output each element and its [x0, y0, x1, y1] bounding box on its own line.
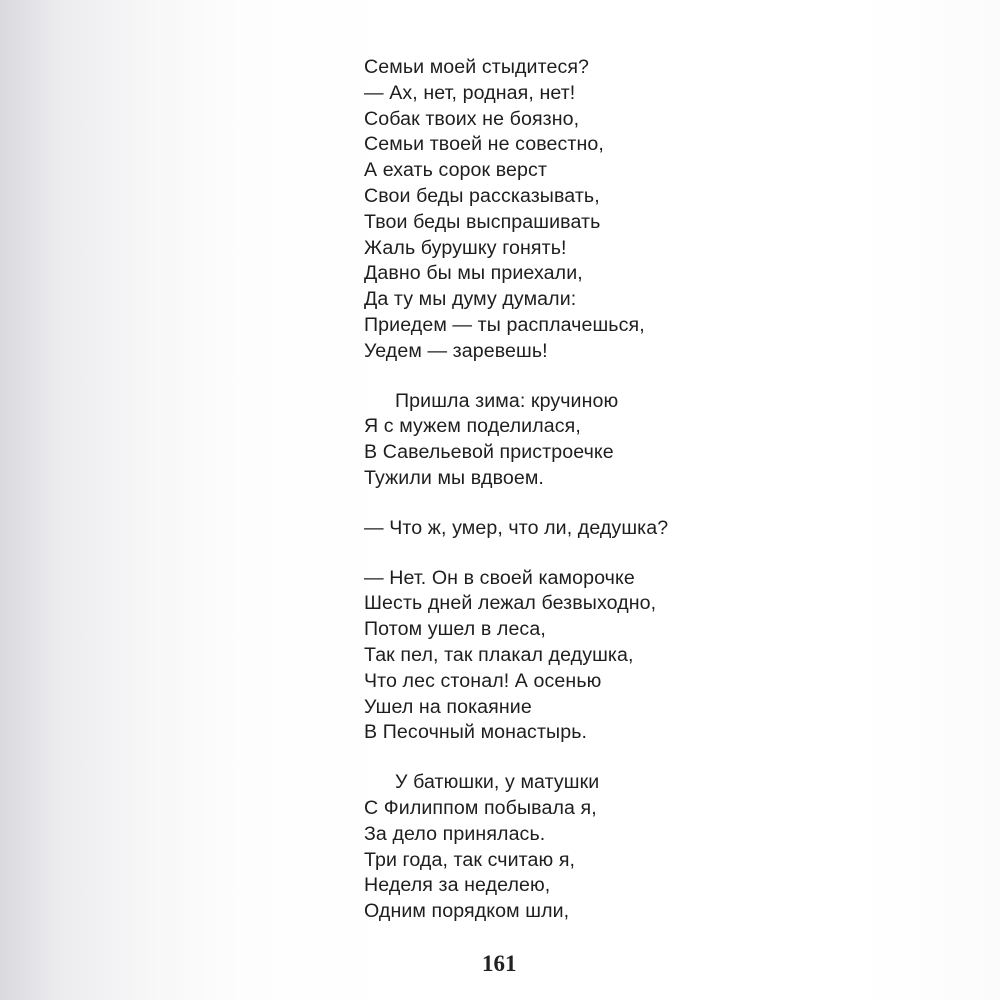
- poem-line: Что лес стонал! А осенью: [364, 669, 602, 692]
- poem-line: Жаль бурушку гонять!: [364, 236, 567, 259]
- poem-line: Собак твоих не боязно,: [364, 107, 580, 130]
- poem-line: С Филиппом побывала я,: [364, 796, 597, 819]
- stanza-1: [364, 55, 668, 365]
- stanza-gap: [364, 746, 668, 770]
- stanza-gap: [364, 492, 668, 516]
- poem-line: Семьи моей стыдитеся?: [364, 56, 590, 78]
- stanza-3: [364, 516, 668, 542]
- poem-line: Я с мужем поделилася,: [364, 415, 581, 438]
- poem-line: Три года, так считаю я,: [364, 848, 576, 871]
- poem-line: Семьи твоей не совестно,: [364, 133, 604, 156]
- poem-line: Давно бы мы приехали,: [364, 262, 583, 285]
- poem-line: У батюшки, у матушки: [395, 771, 600, 794]
- poem-line: Приедем — ты расплачешься,: [364, 313, 645, 336]
- stanza-gap: [364, 365, 668, 389]
- poem-line: Пришла зима: кручиною: [395, 389, 619, 412]
- poem-line: За дело принялась.: [364, 822, 546, 845]
- poem-line: Шесть дней лежал безвыходно,: [364, 592, 657, 615]
- poem-text: [364, 55, 668, 925]
- poem-line: Да ту мы думу думали:: [364, 288, 577, 311]
- poem-line: Твои беды выспрашивать: [364, 210, 601, 233]
- page-number: 161: [482, 951, 517, 976]
- poem-line: Уедем — заревешь!: [364, 339, 548, 362]
- stanza-4: [364, 566, 668, 747]
- stanza-gap: [364, 542, 668, 566]
- poem-line: Неделя за неделею,: [364, 874, 551, 897]
- poem-line: — Что ж, умер, что ли, дедушка?: [364, 516, 669, 539]
- poem-line: А ехать сорок верст: [364, 159, 548, 182]
- poem-line: Потом ушел в леса,: [364, 618, 546, 641]
- poem-line: В Песочный монастырь.: [364, 721, 588, 744]
- stanza-2: [364, 389, 668, 492]
- poem-line: — Ах, нет, родная, нет!: [364, 81, 576, 104]
- poem-line: Тужили мы вдвоем.: [364, 466, 544, 489]
- poem-line: В Савельевой пристроечке: [364, 441, 614, 464]
- poem-line: Свои беды рассказывать,: [364, 184, 600, 207]
- poem-line: Одним порядком шли,: [364, 900, 570, 923]
- poem-line: — Нет. Он в своей каморочке: [364, 566, 635, 589]
- poem-line: Ушел на покаяние: [364, 695, 532, 718]
- poem-line: Так пел, так плакал дедушка,: [364, 643, 634, 666]
- stanza-5: [364, 770, 668, 925]
